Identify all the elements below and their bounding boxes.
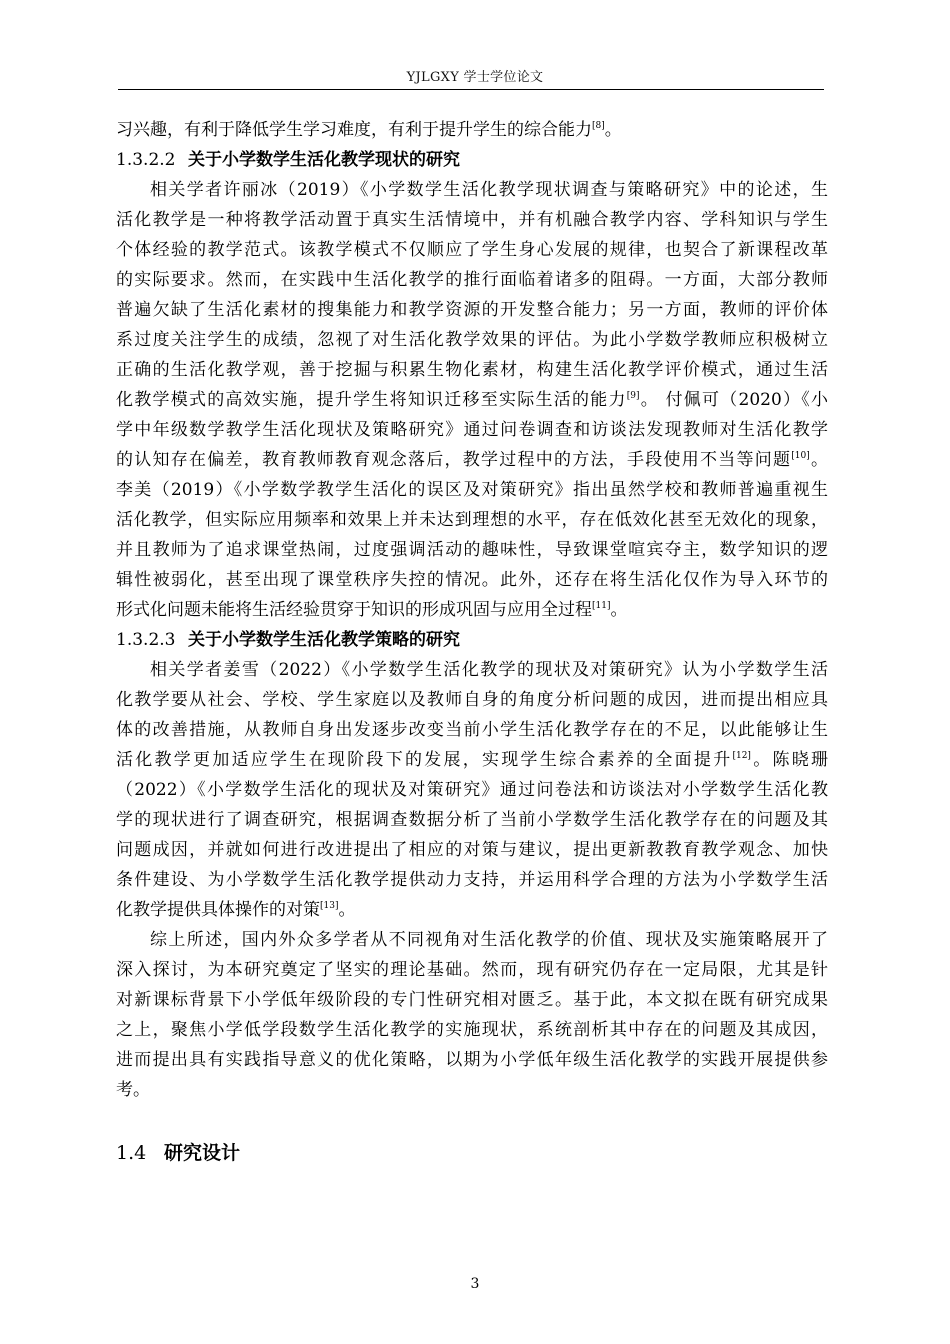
paragraph-line: 化教学提供具体操作的对策[13]。 (116, 900, 356, 920)
citation: [10] (791, 451, 810, 461)
page-body (116, 115, 828, 1173)
section-heading (116, 1133, 828, 1173)
paragraph-line: 活化教学是一种将教学活动置于真实生活情境中，并有机融合教学内容、学科知识与学生 (116, 210, 828, 230)
subsection-title: 关于小学数学生活化教学现状的研究 (188, 150, 460, 170)
citation: [8] (592, 121, 605, 131)
running-header: YJLGXY 学士学位论文 (406, 70, 544, 85)
paragraph-line: 对新课标背景下小学低年级阶段的专门性研究相对匮乏。基于此，本文拟在既有研究成果 (116, 990, 828, 1010)
paragraph-line: 的认知存在偏差，教育教师教育观念落后，教学过程中的方法，手段使用不当等问题[10]。 (116, 450, 829, 470)
text-line: 习兴趣，有利于降低学生学习难度，有利于提升学生的综合能力[8]。 (116, 120, 622, 140)
paragraph-line: 化教学模式的高效实施，提升学生将知识迁移至实际生活的能力[9]。 付佩可（2020）《小 (116, 390, 829, 410)
paragraph-line: 活化教学，但实际应用频率和效果上并未达到理想的水平，存在低效化甚至无效化的现象， (116, 510, 828, 530)
subsection-number: 1.3.2.3 (116, 630, 176, 650)
page-number: 3 (470, 1276, 480, 1292)
header-rule (118, 89, 824, 90)
paragraph-line: 深入探讨，为本研究奠定了坚实的理论基础。然而，现有研究仍存在一定局限，尤其是针 (116, 960, 828, 980)
paragraph-line: 相关学者姜雪（2022）《小学数学生活化教学的现状及对策研究》认为小学数学生活 (150, 660, 828, 680)
paragraph-line: 形式化问题未能将生活经验贯穿于知识的形成巩固与应用全过程[11]。 (116, 600, 628, 620)
paragraph-line: 个体经验的教学范式。该教学模式不仅顺应了学生身心发展的规律，也契合了新课程改革 (116, 240, 828, 260)
paragraph-line: 体的改善措施，从教师自身出发逐步改变当前小学生活化教学存在的不足，以此能够让生 (116, 720, 828, 740)
paragraph-line: 李美（2019）《小学数学教学生活化的误区及对策研究》指出虽然学校和教师普遍重视生 (116, 480, 828, 500)
paragraph-line: 学中年级数学教学生活化现状及策略研究》通过问卷调查和访谈法发现教师对生活化教学 (116, 420, 828, 440)
section-number: 1.4 (116, 1142, 147, 1164)
subsection-heading (116, 625, 828, 655)
paragraph-line: 问题成因，并就如何进行改进提出了相应的对策与建议，提出更新教教育教学观念、加快 (116, 840, 828, 860)
citation: [11] (592, 601, 611, 611)
subsection-number: 1.3.2.2 (116, 150, 176, 170)
paragraph-line: 条件建设、为小学数学生活化教学提供动力支持，并运用科学合理的方法为小学数学生活 (116, 870, 828, 890)
paragraph-line: 并且教师为了追求课堂热闹，过度强调活动的趣味性，导致课堂喧宾夺主，数学知识的逻 (116, 540, 828, 560)
subsection-title: 关于小学数学生活化教学策略的研究 (188, 630, 460, 650)
citation: [13] (320, 901, 339, 911)
paragraph-line: 进而提出具有实践指导意义的优化策略，以期为小学低年级生活化教学的实践开展提供参 (116, 1050, 828, 1070)
citation: [9] (626, 391, 640, 401)
paragraph-line: 正确的生活化教学观，善于挖掘与积累生物化素材，构建生活化教学评价模式，通过生活 (116, 360, 828, 380)
paragraph-line: 化教学要从社会、学校、学生家庭以及教师自身的角度分析问题的成因，进而提出相应具 (116, 690, 828, 710)
paragraph-line: 普遍欠缺了生活化素材的搜集能力和教学资源的开发整合能力；另一方面，教师的评价体 (116, 300, 828, 320)
paragraph-line: 系过度关注学生的成绩，忽视了对生活化教学效果的评估。为此小学数学教师应积极树立 (116, 330, 828, 350)
paragraph-line: 学的现状进行了调查研究，根据调查数据分析了当前小学数学生活化教学存在的问题及其 (116, 810, 828, 830)
spacer (116, 1105, 828, 1133)
section-title: 研究设计 (164, 1142, 241, 1164)
paragraph-line: 辑性被弱化，甚至出现了课堂秩序失控的情况。此外，还存在将生活化仅作为导入环节的 (116, 570, 828, 590)
subsection-heading (116, 145, 828, 175)
paragraph-line: 的实际要求。然而，在实践中生活化教学的推行面临着诸多的阻碍。一方面，大部分教师 (116, 270, 828, 290)
paragraph-line: 考。 (116, 1080, 150, 1100)
paragraph-line: 综上所述，国内外众多学者从不同视角对生活化教学的价值、现状及实施策略展开了 (150, 930, 828, 950)
citation: [12] (732, 751, 751, 761)
paragraph-line: 活化教学更加适应学生在现阶段下的发展，实现学生综合素养的全面提升[12]。陈晓珊 (116, 750, 829, 770)
paragraph-line: （2022）《小学数学生活化的现状及对策研究》通过问卷法和访谈法对小学数学生活化教 (116, 780, 828, 800)
paragraph-line: 之上，聚焦小学低学段数学生活化教学的实施现状，系统剖析其中存在的问题及其成因， (116, 1020, 828, 1040)
paragraph-line: 相关学者许丽冰（2019）《小学数学生活化教学现状调查与策略研究》中的论述，生 (150, 180, 828, 200)
